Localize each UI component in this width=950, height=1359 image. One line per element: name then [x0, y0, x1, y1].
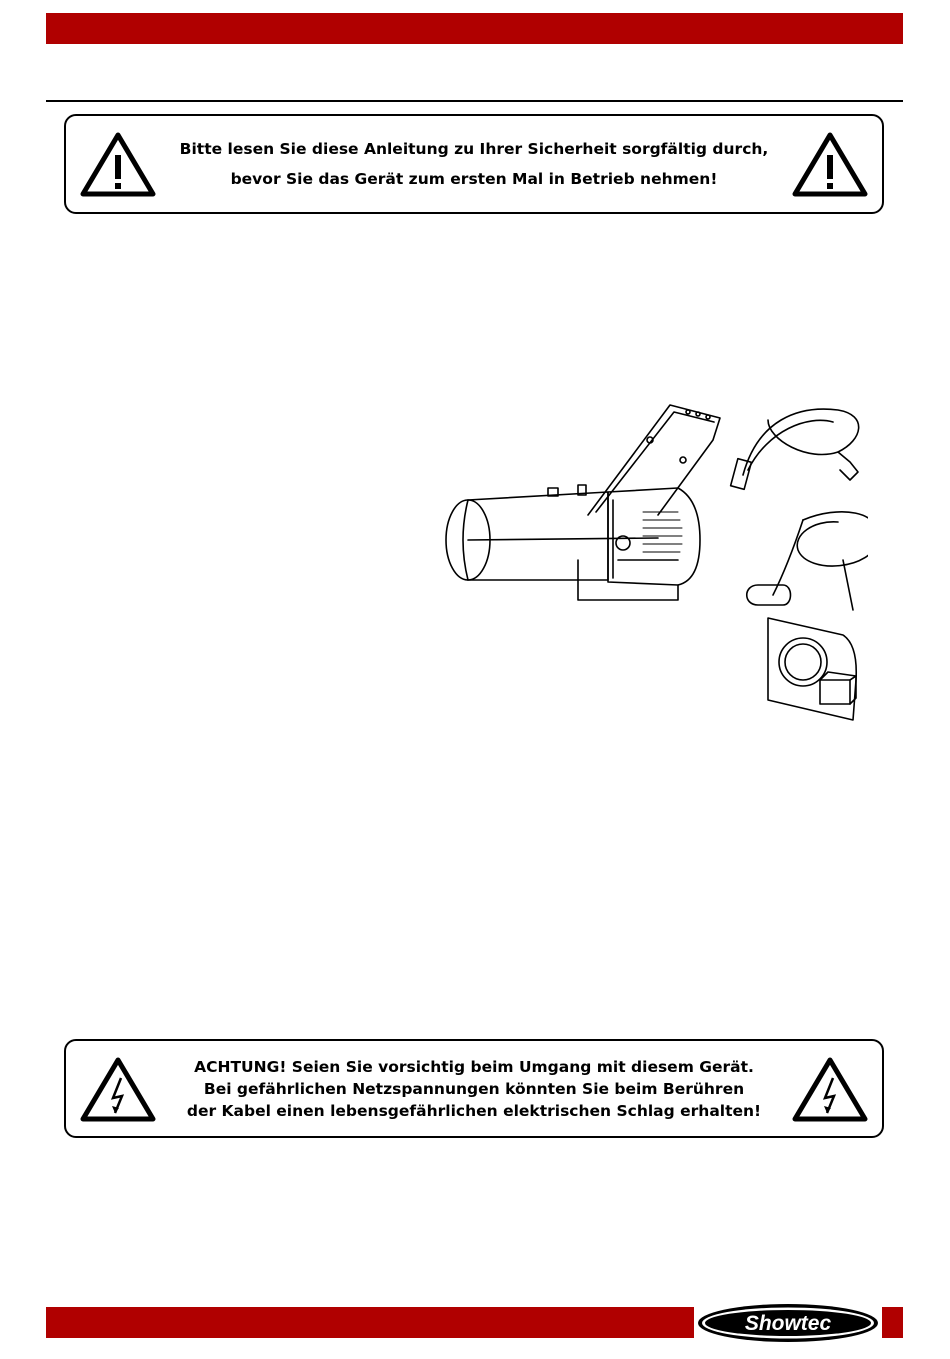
high-voltage-warning-icon — [80, 1056, 156, 1122]
product-illustration — [438, 400, 868, 730]
exclamation-warning-icon — [80, 131, 156, 197]
electric-warning-line-3: der Kabel einen lebensgefährlichen elektrischen Schlag erhalten! — [186, 1101, 762, 1120]
footer-red-bar-end — [882, 1307, 903, 1338]
safety-cable-drawing — [747, 512, 868, 610]
power-cable-drawing — [731, 409, 859, 489]
gobo-holder-drawing — [768, 618, 856, 720]
spotlight-drawing — [446, 405, 720, 600]
showtec-logo — [696, 1302, 880, 1344]
exclamation-warning-icon — [792, 131, 868, 197]
safety-notice-text — [166, 116, 782, 212]
electric-warning-line-2: Bei gefährlichen Netzspannungen könnten Sie beim Berühren — [203, 1079, 745, 1098]
electric-shock-warning-box — [64, 1039, 884, 1138]
safety-notice-line-2: bevor Sie das Gerät zum ersten Mal in Betrieb nehmen! — [230, 170, 718, 188]
header-divider — [46, 100, 903, 102]
electric-warning-line-1: ACHTUNG! Seien Sie vorsichtig beim Umgang mit diesem Gerät. — [194, 1057, 754, 1076]
footer-red-bar — [46, 1307, 694, 1338]
svg-text:Showtec: Showtec — [744, 1312, 832, 1335]
safety-notice-box — [64, 114, 884, 214]
header-red-bar — [46, 13, 903, 44]
safety-notice-line-1: Bitte lesen Sie diese Anleitung zu Ihrer Sicherheit sorgfältig durch, — [179, 140, 769, 158]
electric-shock-warning-text — [166, 1041, 782, 1136]
high-voltage-warning-icon — [792, 1056, 868, 1122]
